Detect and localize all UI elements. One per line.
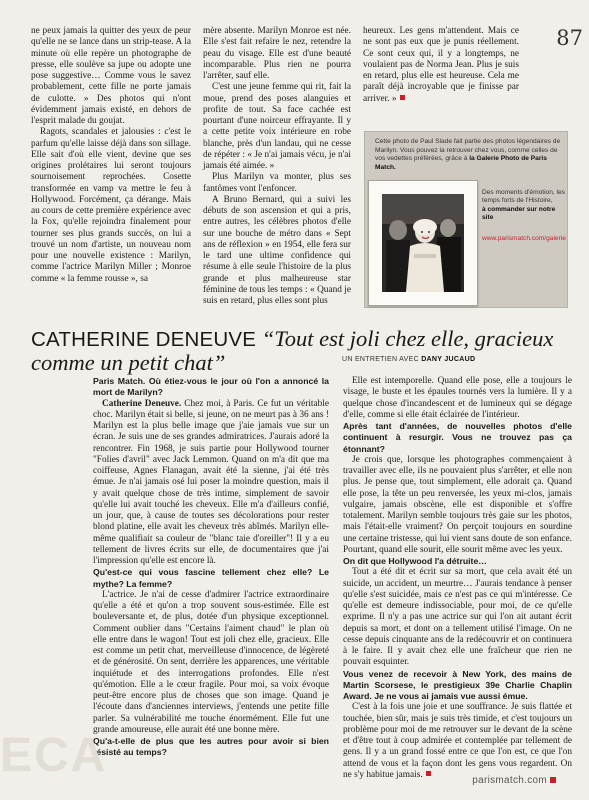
interview-byline bbox=[342, 356, 475, 363]
interview-question: Qu'est-ce qui vous fascine tellement chez elle? Le mythe? La femme? bbox=[93, 567, 329, 589]
answer-text: Chez moi, à Paris. Ce fut un véritable choc. Marilyn était si belle, si jeune, on ne meurt pas à 36 ans ! Marilyn est la plus belle image que j'aie jamais vue sur un écran. Je suis une de ses grandes admiratrices. J'aurais adoré la rencontrer. Fin 1968, je suis partie pour Hollywood tourner "Folies d'avril" avec Jack Lemmon. Quand on m'a dit que ma coiffeuse, Agnes Flanagan, avait été la sienne, j'ai été très émue. Je n'ai jamais osé lui poser la moindre question, mais il y avait quelque chose de très intime, simplement de savoir qu'elle lui avait touché les cheveux. Elle m'a d'ailleurs confié, un jour, que, à cause de toutes ses décolorations pour rester blond platine, elle avait les cheveux très abîmés. Marilyn elle-même qualifiait sa couleur de "blanc taie d'oreiller"! Il y a eu tellement de livres écrits sur elle, de documentaires que j'ai l'impression qu'elle est encore là. bbox=[93, 398, 329, 566]
paragraph: Plus Marilyn va monter, plus ses fantômes vont l'enfoncer. bbox=[203, 172, 351, 194]
headline-name: CATHERINE DENEUVE bbox=[31, 328, 257, 351]
interview-question: Qu'a-t-elle de plus que les autres pour avoir si bien résisté au temps? bbox=[93, 736, 329, 758]
gallery-link[interactable]: la Galerie Photo de Paris Match. bbox=[375, 155, 547, 171]
order-cta: à commander sur notre site bbox=[482, 205, 556, 222]
caption-intro: Cette photo de Paul Slade fait partie des photos légendaires de Marilyn. Vous pouvez la retrouver chez vous, comme celles de vos vedettes préférées, grâce à bbox=[375, 138, 561, 163]
interview-question: Après tant d'années, de nouvelles photos d'elle continuent à resurgir. Vous ne trouvez pas ça étonnant? bbox=[343, 421, 572, 454]
gallery-side-note bbox=[482, 189, 566, 243]
side-text: Des moments d'émotion, les temps forts de l'Histoire, bbox=[482, 189, 565, 205]
page-number: 87 bbox=[556, 26, 583, 50]
paragraph: Ragots, scandales et jalousies : c'est le parfum qu'elle laisse déjà dans son sillage. Elle sait d'où elle vient, devine que ses origines prolétaires lui seront toujours sournoisement reprochées. Cosette transformée en vamp va mettre le feu à Hollywood. Forcément, ça dérange. Mais au cours de cette première expérience avec la Fox, qu'elle rejoindra finalement pour tourner ses plus grands succès, on lui a trouvé un nom d'artiste, un nouveau nom pour une nouvelle existence : Marilyn, comme l'actrice Marilyn Miller ; Monroe comme « la femme rousse », sa bbox=[31, 127, 191, 284]
end-mark-icon bbox=[426, 771, 431, 776]
photo-caption bbox=[375, 138, 563, 172]
paragraph-text: heureux. Les gens m'attendent. Mais ce ne sont pas eux que je punis réellement. Ce sont ceux qui, il y a longtemps, ne voulaient pas de Norma Jean. Plus je suis en retard, plus elle est heureuse. Cela me paraît déjà incroyable que je finisse par arriver. » bbox=[363, 26, 519, 104]
paragraph: A Bruno Bernard, qui a suivi les débuts de son ascension et qui a pris, entre autres, les célèbres photos d'elle sur une bouche de métro dans « Sept ans de réflexion » en 1954, elle fera sur le tard une ultime confidence qui résume à elle seule l'histoire de la plus grande et plus malheureuse star féminine de tous les temps : « Quand je suis en retard, plus elles sont plus bbox=[203, 194, 351, 306]
interview-column-2 bbox=[343, 376, 572, 781]
page-footer bbox=[472, 775, 556, 786]
paragraph: ne peux jamais la quitter des yeux de peur qu'elle ne se lance dans un strip-tease. A la minute où elle repère un photographe de presse, elle soulève sa jupe ou adopte une pose suggestive… Comme vous le savez probablement, cette fille ne porte jamais de culotte. » Des photos qui n'ont évidemment jamais existé, en dehors de l'esprit malade du goujat. bbox=[31, 26, 191, 126]
headline-quote: “Tout est joli chez elle, gracieux comme un petit chat” bbox=[31, 326, 554, 375]
article-column-2 bbox=[203, 26, 351, 307]
interview-answer bbox=[93, 399, 329, 568]
paragraph: mère absente. Marilyn Monroe est née. Elle s'est fait refaire le nez, retendre la peau du visage. Elle est d'une beauté incomparable. Plus rien ne pourra l'arrêter, sauf elle. bbox=[203, 26, 351, 81]
interview-column-1 bbox=[93, 376, 329, 759]
byline-prefix: UN ENTRETIEN AVEC bbox=[342, 356, 419, 363]
interview-answer: Tout a été dit et écrit sur sa mort, que cela avait été un suicide, un accident, un meurtre… J'aurais tendance à penser qu'elle s'est suicidée, mais ce n'est pas ce qui m'intéresse. Ce qu'elle est demeure indissociable, pour moi, de ce qu'elle exprime. Il n'y a pas une actrice sur qui l'on ait autant écrit depuis sa mort, et dont on a tellement utilisé l'image. On ne cesse depuis cinquante ans de la redécouvrir et on continuera à le faire. Il y avait chez elle une fraîcheur que rien ne pouvait esquinter. bbox=[343, 567, 572, 668]
interview-question: On dit que Hollywood l'a détruite… bbox=[343, 556, 487, 566]
framed-photo bbox=[368, 180, 478, 306]
speaker-name: Catherine Deneuve. bbox=[102, 398, 182, 409]
paragraph bbox=[363, 26, 519, 105]
interview-answer: L'actrice. Je n'ai de cesse d'admirer l'actrice extraordinaire qu'elle a été et qu'on a trop souvent sous-estimée. Elle est bouleversante et, de plus, dotée d'un physique exceptionnel. Comment oublier dans "Certains l'aiment chaud" le plan où elle entre dans le wagon! Tout est joli chez elle, gracieux. Elle est comme un petit chat, merveilleuse d'innocence, de légèreté et de générosité. On sent, derrière les apparences, une véritable inquiétude et des interrogations profondes. Elle n'est qu'émotion. Elle a le cœur fragile. Pour moi, sa voix évoque peut-être encore plus de choses que son image. Quand je l'écoute dans d'anciennes interviews, j'entends une petite fille parler. Sa vulnérabilité me touche énormément. Elle fut une grande amoureuse, elle aurait été une bonne mère. bbox=[93, 589, 329, 735]
article-column-3 bbox=[363, 26, 519, 105]
footer-site-link[interactable]: parismatch.com bbox=[472, 775, 547, 786]
marilyn-photo-image bbox=[382, 194, 464, 292]
interview-question: Vous venez de recevoir à New York, des mains de Martin Scorsese, le prestigieux 39e Charlie Chaplin Award. Je ne vous ai jamais vue aussi émue. bbox=[343, 668, 572, 701]
paragraph: C'est une jeune femme qui rit, fait la moue, prend des poses alanguies et profite de tout. Sa face cachée est pourtant d'une noirceur effrayante. Il y a cette petite voix intérieure en robe blanche, près d'un landau, qui ne cesse de répéter : « Je n'ai jamais vécu, je n'ai jamais été aimée. » bbox=[203, 82, 351, 171]
interview-headline bbox=[31, 327, 571, 374]
interview-answer bbox=[343, 702, 572, 781]
interview-question: Paris Match. Où étiez-vous le jour où l'on a annoncé la mort de Marilyn? bbox=[93, 376, 329, 398]
end-mark-icon bbox=[400, 95, 405, 100]
background-watermark: ECA bbox=[0, 729, 108, 782]
byline-author: DANY JUCAUD bbox=[421, 356, 476, 363]
interview-answer: Je crois que, lorsque les photographes commençaient à travailler avec elle, ils ne pouvaient plus s'arrêter, et elle non plus. Je pense que, tout simplement, elle adorait ça. Quand elle pose, la tête un peu renversée, les yeux mi-clos, jamais vulgaire, jamais obscène, elle est disponible et s'offre totalement. Marilyn semble toujours très gaie sur les photos, mais l'était-elle vraiment? On perçoit toujours en sourdine une certaine tristesse, qui lui vient sans doute de son enfance. Pourtant, quand elle sourit, elle sourit même avec les yeux. bbox=[343, 454, 572, 555]
interview-answer: Elle est intemporelle. Quand elle pose, elle a toujours le visage, le buste et les épaules tournés vers la lumière. Il y a quelque chose d'incandescent et de lumineux qui se dégage d'elle, comme si elle était éclairée de l'intérieur. bbox=[343, 376, 572, 420]
answer-text: C'est à la fois une joie et une souffrance. Je suis flattée et touchée, bien sûr, mais je suis très timide, et c'est toujours un problème pour moi de me retrouver sur le devant de la scène et d'être tout à coup admirée et contemplée par tellement de gens. Il y a un grand fossé entre ce que l'on est, ce que l'on attend de vous et la façon dont les gens vous regardent. On ne s'y habitue jamais. bbox=[343, 702, 572, 780]
article-column-1 bbox=[31, 26, 191, 285]
photo-gallery-box bbox=[364, 131, 568, 308]
footer-square-icon bbox=[550, 777, 556, 783]
gallery-url-link[interactable]: www.parismatch.com/galerie bbox=[482, 234, 566, 242]
